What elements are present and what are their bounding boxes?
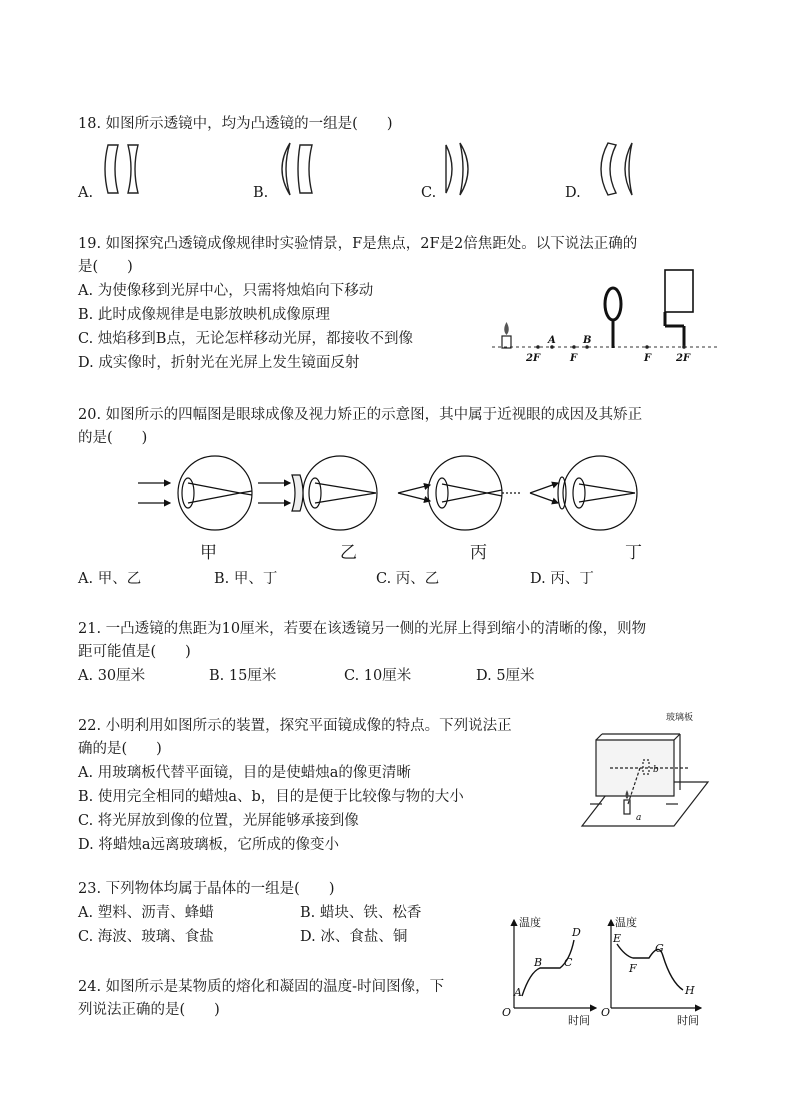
- label-point-a: A: [548, 335, 556, 346]
- q22-stem-line2: 确的是( ): [78, 741, 162, 757]
- graph1-point-a: A: [514, 986, 522, 999]
- graph1-point-b: B: [534, 956, 543, 969]
- lens-d1: [601, 143, 616, 195]
- q20-eye-diagrams: [130, 448, 670, 538]
- graph1-ylabel: 温度: [519, 916, 541, 929]
- q24-stem-line2: 列说法正确的是( ): [78, 1002, 220, 1018]
- lens-a1: [105, 145, 118, 193]
- q22-stem-line1: 22. 小明利用如图所示的装置，探究平面镜成像的特点。下列说法正: [78, 718, 512, 734]
- q18-option-b: B.: [253, 185, 269, 201]
- q24-stem-line1: 24. 如图所示是某物质的熔化和凝固的温度-时间图像，下: [78, 979, 445, 995]
- lens-b2: [298, 145, 312, 193]
- candle-flame: [504, 322, 509, 335]
- q19-optical-bench: [490, 268, 720, 368]
- q23-stem: 23. 下列物体均属于晶体的一组是( ): [78, 881, 335, 897]
- lens-c1: [446, 145, 452, 193]
- label-2f-left: 2F: [526, 353, 541, 364]
- graph1-origin: O: [502, 1006, 512, 1019]
- caption-bing: 丙: [470, 543, 487, 563]
- graph1-point-c: C: [564, 956, 573, 969]
- graph2-point-e: E: [613, 932, 622, 945]
- q18-option-d: D.: [565, 185, 581, 201]
- q20-stem-line2: 的是( ): [78, 430, 148, 446]
- graph2-point-h: H: [685, 984, 695, 997]
- q18-lens-figures: [60, 135, 740, 205]
- q19-stem-line2: 是( ): [78, 259, 133, 275]
- q21-stem-line2: 距可能值是( ): [78, 644, 191, 660]
- label-f-left: F: [570, 353, 578, 364]
- q24-graph-melting: [496, 912, 600, 1030]
- graph2-xlabel: 时间: [677, 1014, 699, 1027]
- caption-yi: 乙: [340, 543, 357, 563]
- label-candle-b: b: [653, 765, 659, 775]
- q23-option-a: A. 塑料、沥青、蜂蜡: [78, 905, 214, 921]
- caption-jia: 甲: [200, 543, 217, 563]
- q22-option-a: A. 用玻璃板代替平面镜，目的是使蜡烛a的像更清晰: [78, 765, 411, 781]
- eye-diagram-jia: [138, 456, 252, 530]
- graph1-xlabel: 时间: [568, 1014, 590, 1027]
- q18-option-c: C.: [421, 185, 437, 201]
- light-screen: [665, 270, 693, 312]
- graph2-point-f: F: [629, 962, 637, 975]
- graph2-ylabel: 温度: [615, 916, 637, 929]
- graph1-point-d: D: [572, 926, 581, 939]
- eye-diagram-bing: [398, 456, 522, 530]
- q19-option-b: B. 此时成像规律是电影放映机成像原理: [78, 307, 330, 323]
- label-glass: 玻璃板: [666, 713, 694, 723]
- q23-option-d: D. 冰、食盐、铜: [300, 929, 408, 945]
- solidifying-curve: [617, 944, 683, 990]
- lens-a2: [128, 145, 138, 193]
- q21-stem-line1: 21. 一凸透镜的焦距为10厘米，若要在该透镜另一侧的光屏上得到缩小的清晰的像，则物: [78, 621, 647, 637]
- q22-plane-mirror-setup: [580, 708, 710, 833]
- graph2-point-g: G: [655, 942, 664, 955]
- q19-stem-line1: 19. 如图探究凸透镜成像规律时实验情景，F是焦点，2F是2倍焦距处。以下说法正确的: [78, 236, 638, 252]
- lens-d2: [625, 143, 632, 195]
- eye-diagram-ding: [530, 456, 637, 530]
- q19-option-c: C. 烛焰移到B点，无论怎样移动光屏，都接收不到像: [78, 331, 413, 347]
- q23-option-c: C. 海波、玻璃、食盐: [78, 929, 214, 945]
- q22-option-c: C. 将光屏放到像的位置，光屏能够承接到像: [78, 813, 359, 829]
- q23-option-b: B. 蜡块、铁、松香: [300, 905, 422, 921]
- q19-option-d: D. 成实像时，折射光在光屏上发生镜面反射: [78, 355, 360, 371]
- q18-stem: 18. 如图所示透镜中，均为凸透镜的一组是( ): [78, 116, 393, 132]
- convex-lens: [605, 288, 621, 320]
- q20-option-c: C. 丙、乙: [376, 571, 440, 587]
- q19-option-a: A. 为使像移到光屏中心，只需将烛焰向下移动: [78, 283, 374, 299]
- graph2-origin: O: [601, 1006, 611, 1019]
- q20-stem-line1: 20. 如图所示的四幅图是眼球成像及视力矫正的示意图，其中属于近视眼的成因及其矫正: [78, 407, 643, 423]
- q21-option-b: B. 15厘米: [209, 668, 277, 684]
- q20-option-d: D. 丙、丁: [530, 571, 594, 587]
- q18-option-a: A.: [78, 185, 94, 201]
- q21-option-d: D. 5厘米: [476, 668, 535, 684]
- label-2f-right: 2F: [676, 353, 691, 364]
- lens-b1: [282, 143, 290, 195]
- q21-option-a: A. 30厘米: [78, 668, 146, 684]
- q20-option-b: B. 甲、丁: [214, 571, 278, 587]
- q20-option-a: A. 甲、乙: [78, 571, 142, 587]
- candle: [502, 336, 511, 348]
- q24-graph-solidifying: [603, 912, 707, 1030]
- label-f-right: F: [644, 353, 652, 364]
- q22-option-d: D. 将蜡烛a远离玻璃板，它所成的像变小: [78, 837, 339, 853]
- eye-diagram-yi: [258, 456, 377, 530]
- q22-option-b: B. 使用完全相同的蜡烛a、b，目的是便于比较像与物的大小: [78, 789, 464, 805]
- q21-option-c: C. 10厘米: [344, 668, 412, 684]
- label-point-b: B: [583, 335, 592, 346]
- lens-c2: [460, 143, 468, 195]
- label-candle-a: a: [636, 813, 642, 823]
- caption-ding: 丁: [625, 543, 642, 563]
